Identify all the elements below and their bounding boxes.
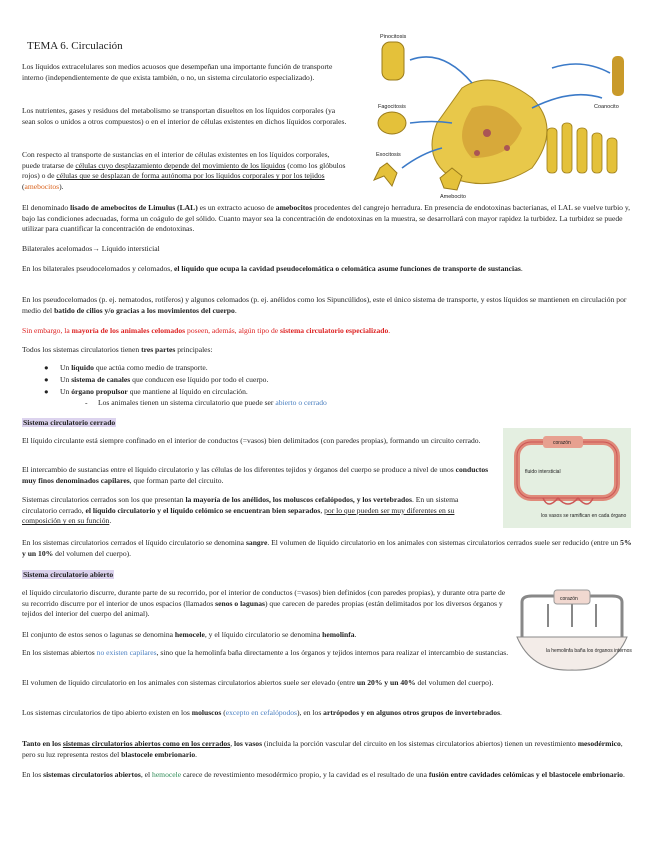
label-coanocito: Coanocito xyxy=(594,104,619,110)
paragraph: Bilaterales acelomados→ Líquido intersticial xyxy=(22,244,160,253)
page-title: TEMA 6. Circulación xyxy=(27,40,123,52)
label-fluido: fluido intersticial xyxy=(525,469,561,475)
amebocyte-figure xyxy=(362,28,640,200)
paragraph: En los sistemas circulatorios cerrados el líquido circulatorio se denomina sangre. El volumen de líquido circulatorio en los animales con sistemas circulatorios cerrados suele ser reducido (entre un 5% y un 10% del volumen del cuerpo). xyxy=(22,538,632,558)
list-item: ● Un órgano propulsor que mantiene al líquido en circulación. xyxy=(44,387,248,396)
list-item: ● Un sistema de canales que conducen ese líquido por todo el cuerpo. xyxy=(44,375,269,384)
open-closed-link[interactable]: abierto o cerrado xyxy=(275,398,327,407)
paragraph: Sin embargo, la mayoría de los animales celomados poseen, además, algún tipo de sistema circulatorio especializado. xyxy=(22,326,391,335)
paragraph: Los sistemas circulatorios de tipo abierto existen en los moluscos (excepto en cefalópodos), en los artrópodos y en algunos otros grupos de invertebrados. xyxy=(22,708,502,717)
section-heading: Sistema circulatorio cerrado xyxy=(23,418,116,427)
paragraph: Los nutrientes, gases y residuos del metabolismo se transportan disueltos en los líquidos corporales (ya sean solos o unidos a otros compuestos) o en el interior de células existentes en dichos líquidos corporales. xyxy=(22,106,347,126)
list-item: ● Un líquido que actúa como medio de transporte. xyxy=(44,363,208,372)
paragraph: El denominado lisado de amebocitos de Limulus (LAL) es un extracto acuoso de amebocitos procedentes del cangrejo herradura. En presencia de endotoxinas bacterianas, el LAL se vuelve turbio y, bajo las condiciones adecuadas, forma un coágulo de gel sólido. Cuanto mayor sea la concentración de endotoxinas en la muestra, se desarrollará con mayor rapidez la turbidez. La turbidez se puede utilizar para cuantificar la concentración de endotoxinas. xyxy=(22,203,631,234)
label-exocitosis: Exocitosis xyxy=(376,152,401,158)
paragraph: Los líquidos extracelulares son medios acuosos que desempeñan una importante función de transporte interno (independientemente de que exista también, o no, un sistema circulatorio especializado). xyxy=(22,62,333,82)
paragraph: Con respecto al transporte de sustancias en el interior de células existentes en los líquidos corporales, puede tratarse de células cuyo desplazamiento depende del movimiento de los líquidos (como los glóbulos rojos) o de células que se desplazan de forma autónoma por los líquidos corporales y por los tejidos (amebocitos). xyxy=(22,150,346,191)
paragraph: Sistemas circulatorios cerrados son los que presentan la mayoría de los anélidos, los moluscos cefalópodos, y los vertebrados. En un sistema circulatorio cerrado, el líquido circulatorio y el líquido celómico se encuentran bien separados, por lo que pueden ser muy diferentes en su composición y en su función. xyxy=(22,495,459,526)
paragraph: En los bilaterales pseudocelomados y celomados, el líquido que ocupa la cavidad pseudocelomática o celomática asume funciones de transporte de sustancias. xyxy=(22,264,523,273)
label-fagocitosis: Fagocitosis xyxy=(378,104,406,110)
paragraph: El intercambio de sustancias entre el líquido circulatorio y las células de los diferentes tejidos y órganos del cuerpo se produce a nivel de unos conductos muy finos denominados capilares, que forman parte del circuito. xyxy=(22,465,489,485)
label-corazon: corazón xyxy=(553,440,571,446)
paragraph: El líquido circulante está siempre confinado en el interior de conductos (=vasos) bien delimitados (con paredes propias), formando un circuito cerrado. xyxy=(22,436,481,445)
section-heading: Sistema circulatorio abierto xyxy=(23,570,114,579)
list-item: - Los animales tienen un sistema circulatorio que puede ser abierto o cerrado xyxy=(85,398,327,407)
label-amebocito: Amebocito xyxy=(440,194,466,200)
open-system-diagram xyxy=(512,582,632,682)
paragraph: El conjunto de estos senos o lagunas se denomina hemocele, y el líquido circulatorio se denomina hemolinfa. xyxy=(22,630,357,639)
label-hemolinfa: la hemolinfa baña los órganos internos xyxy=(546,648,632,654)
paragraph: el líquido circulatorio discurre, durante parte de su recorrido, por el interior de conductos (=vasos) bien definidos (con paredes propias), y durante otra parte de su recorrido discurre por el interior de unos espacios (llamados senos o lagunas) que carecen de paredes propias (están delimitados por los diversos órganos y tejidos del interior del cuerpo del animal). xyxy=(22,588,506,619)
paragraph: En los sistemas abiertos no existen capilares, sino que la hemolinfa baña directamente a los órganos y tejidos internos para realizar el intercambio de sustancias. xyxy=(22,648,509,657)
paragraph: Todos los sistemas circulatorios tienen tres partes principales: xyxy=(22,345,213,354)
paragraph: El volumen de líquido circulatorio en los animales con sistemas circulatorios abiertos suele ser elevado (entre un 20% y un 40% del volumen del cuerpo). xyxy=(22,678,494,687)
paragraph: En los sistemas circulatorios abiertos, el hemocele carece de revestimiento mesodérmico propio, y la cavidad es el resultado de una fusión entre cavidades celómicas y el blastocele embrionario. xyxy=(22,770,625,779)
label-vasos: los vasos se ramifican en cada órgano xyxy=(541,513,627,519)
closed-system-diagram xyxy=(503,428,631,528)
paragraph: Tanto en los sistemas circulatorios abiertos como en los cerrados, los vasos (incluida la porción vascular del circuito en los sistemas circulatorios abiertos) tienen un revestimiento mesodérmico, pero su luz representa restos del blastocele embrionario. xyxy=(22,739,623,759)
label-pinocitosis: Pinocitosis xyxy=(380,34,407,40)
paragraph: En los pseudocelomados (p. ej. nematodos, rotíferos) y algunos celomados (p. ej. anélidos como los Sipuncúlidos), este el único sistema de transporte, y estos líquidos se mantienen en circulación por medio del batido de cilios y/o gracias a los movimientos del cuerpo. xyxy=(22,295,627,315)
label-corazon-open: corazón xyxy=(560,596,578,602)
